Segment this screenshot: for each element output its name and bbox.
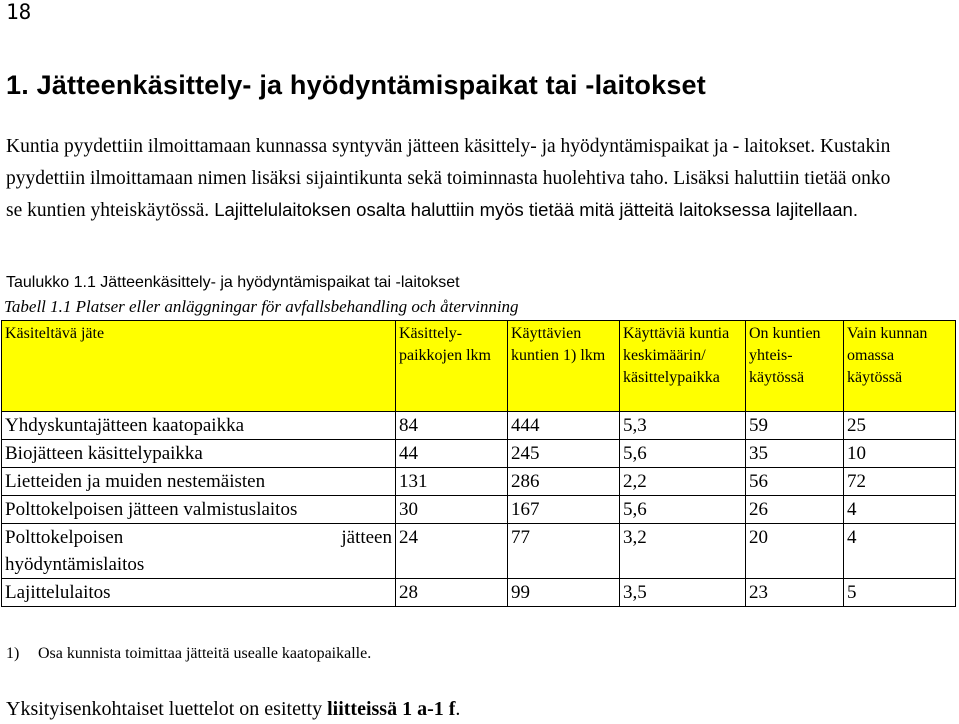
intro-line-1: Kuntia pyydettiin ilmoittamaan kunnassa syntyvän jätteen käsittely- ja hyödyntämispaikat ja - laitokset. — [6, 136, 816, 157]
row-own-use: 4 — [844, 496, 956, 524]
row-average-per-site: 2,2 — [620, 468, 746, 496]
appendix-reference-text: Yksityisenkohtaiset luettelot on esitetty — [6, 698, 328, 720]
row-own-use: 4 — [844, 524, 956, 579]
footnote-mark: 1) — [6, 645, 20, 662]
row-shared-use: 20 — [746, 524, 844, 579]
table-caption-swedish: Tabell 1.1 Platser eller anläggningar för avfallsbehandling och återvinning — [4, 297, 519, 316]
appendix-reference-bold: liitteissä 1 a-1 f — [327, 698, 456, 720]
row-waste-type: Lietteiden ja muiden nestemäisten — [2, 468, 396, 496]
intro-line-3: Lajittelulaitoksen osalta haluttiin myös tietää mitä jätteitä laitoksessa lajitellaan. — [209, 199, 858, 220]
row-site-count: 24 — [396, 524, 508, 579]
table-row — [2, 496, 956, 524]
intro-line-2: Kustakin pyydettiin ilmoittamaan nimen lisäksi sijaintikunta sekä toiminnasta huolehtiva taho. Lisäksi haluttiin tietää onko se kuntien yhteiskäytössä. — [6, 136, 891, 221]
row-waste-type: Lajittelulaitos — [2, 579, 396, 607]
row-own-use: 5 — [844, 579, 956, 607]
row-waste-type — [2, 524, 396, 579]
row-waste-type: Yhdyskuntajätteen kaatopaikka — [2, 412, 396, 440]
row-municipality-count: 444 — [508, 412, 620, 440]
table-header-row — [2, 321, 956, 412]
row-average-per-site: 5,3 — [620, 412, 746, 440]
row-municipality-count: 167 — [508, 496, 620, 524]
row-site-count: 84 — [396, 412, 508, 440]
header-waste-type: Käsiteltävä jäte — [2, 321, 396, 412]
appendix-reference-end: . — [455, 698, 461, 720]
table-row — [2, 412, 956, 440]
row-municipality-count: 245 — [508, 440, 620, 468]
row-municipality-count: 77 — [508, 524, 620, 579]
row-site-count: 28 — [396, 579, 508, 607]
row-average-per-site: 5,6 — [620, 496, 746, 524]
waste-facilities-table — [1, 320, 956, 607]
row-average-per-site: 5,6 — [620, 440, 746, 468]
row-site-count: 44 — [396, 440, 508, 468]
row-site-count: 131 — [396, 468, 508, 496]
row-average-per-site: 3,5 — [620, 579, 746, 607]
table-footnote — [6, 645, 371, 663]
footnote-text: Osa kunnista toimittaa jätteitä usealle kaatopaikalle. — [38, 645, 372, 662]
row-waste-type-word-1: Polttokelpoisen — [5, 527, 124, 548]
row-own-use: 25 — [844, 412, 956, 440]
row-own-use: 72 — [844, 468, 956, 496]
row-shared-use: 59 — [746, 412, 844, 440]
table-row — [2, 524, 956, 579]
row-waste-type-line-1 — [5, 524, 392, 551]
table-row — [2, 440, 956, 468]
table-row — [2, 579, 956, 607]
intro-paragraph — [6, 130, 900, 226]
table-row — [2, 468, 956, 496]
row-average-per-site: 3,2 — [620, 524, 746, 579]
row-waste-type: Polttokelpoisen jätteen valmistuslaitos — [2, 496, 396, 524]
page-number: 18 — [6, 0, 32, 24]
row-waste-type-line-2: hyödyntämislaitos — [5, 554, 145, 575]
row-waste-type: Biojätteen käsittelypaikka — [2, 440, 396, 468]
header-municipality-count: Käyttävien kuntien 1) lkm — [508, 321, 620, 412]
table-caption-finnish: Taulukko 1.1 Jätteenkäsittely- ja hyödyntämispaikat tai -laitokset — [6, 274, 460, 291]
header-shared-use: On kuntien yhteis-käytössä — [746, 321, 844, 412]
row-shared-use: 23 — [746, 579, 844, 607]
header-own-use: Vain kunnan omassa käytössä — [844, 321, 956, 412]
row-municipality-count: 286 — [508, 468, 620, 496]
header-site-count: Käsittely-paikkojen lkm — [396, 321, 508, 412]
row-own-use: 10 — [844, 440, 956, 468]
section-heading: 1. Jätteenkäsittely- ja hyödyntämispaikat tai -laitokset — [6, 70, 706, 100]
header-average-per-site: Käyttäviä kuntia keskimäärin/ käsittelypaikka — [620, 321, 746, 412]
row-municipality-count: 99 — [508, 579, 620, 607]
row-waste-type-word-2: jätteen — [341, 527, 392, 548]
row-shared-use: 35 — [746, 440, 844, 468]
appendix-reference — [6, 698, 460, 721]
row-shared-use: 26 — [746, 496, 844, 524]
row-shared-use: 56 — [746, 468, 844, 496]
row-site-count: 30 — [396, 496, 508, 524]
